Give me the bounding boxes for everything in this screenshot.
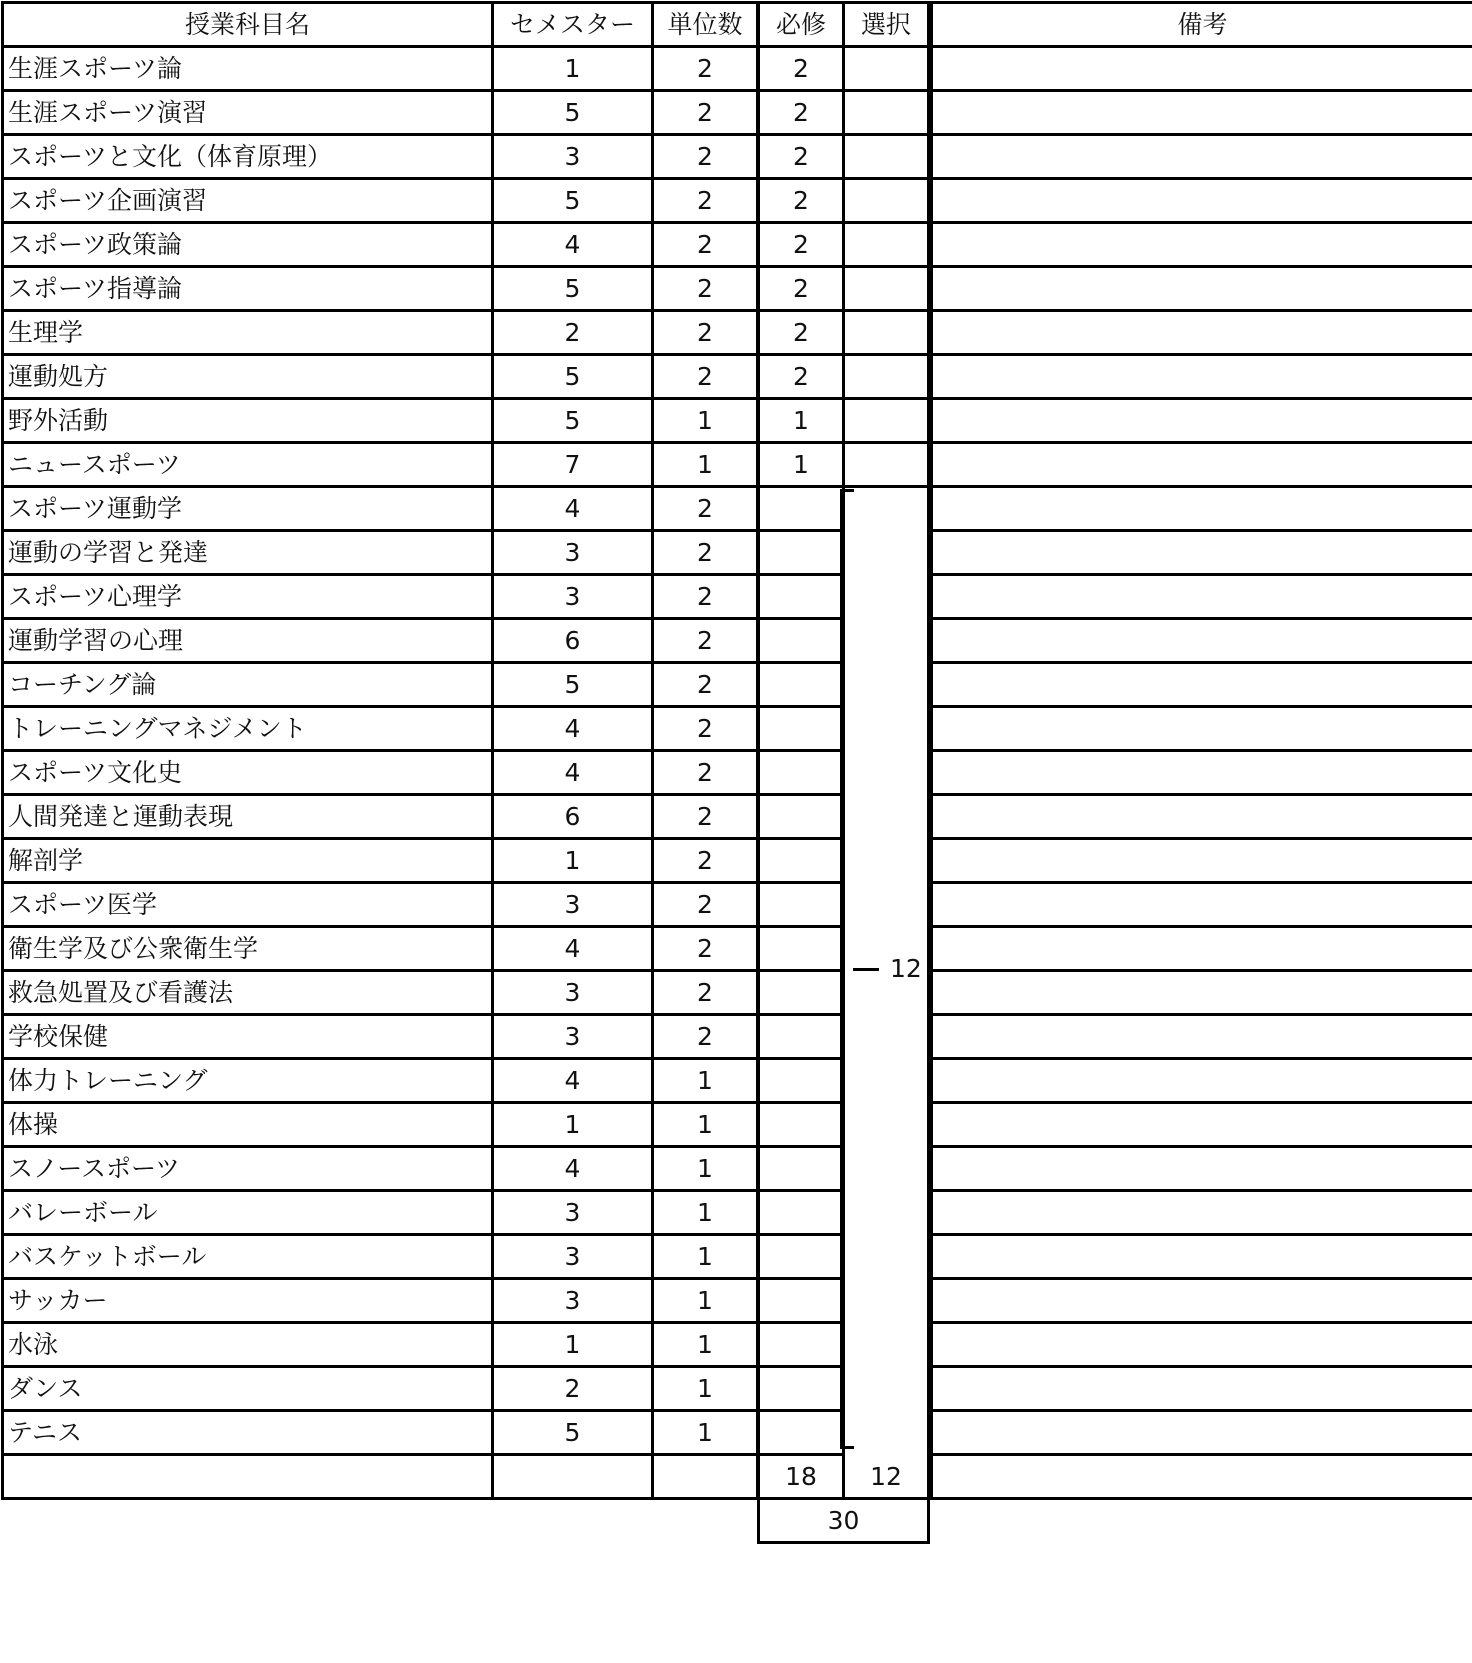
elective-cell bbox=[844, 663, 929, 707]
table-row bbox=[3, 399, 758, 443]
required-value bbox=[759, 1015, 844, 1059]
header-remarks: 備考 bbox=[932, 3, 1472, 47]
remarks-cell bbox=[932, 355, 1472, 399]
table-row bbox=[932, 531, 1472, 575]
course-name: スノースポーツ bbox=[3, 1147, 493, 1191]
semester-value: 4 bbox=[493, 223, 653, 267]
remarks-cell bbox=[932, 531, 1472, 575]
credits-value: 1 bbox=[653, 1191, 758, 1235]
remarks-cell bbox=[932, 443, 1472, 487]
course-name: 生涯スポーツ論 bbox=[3, 47, 493, 91]
credits-value: 2 bbox=[653, 619, 758, 663]
elective-cell bbox=[844, 795, 929, 839]
remarks-cell bbox=[932, 971, 1472, 1015]
semester-value: 6 bbox=[493, 795, 653, 839]
table-row bbox=[932, 135, 1472, 179]
table-row bbox=[932, 1191, 1472, 1235]
grand-total-row bbox=[759, 1499, 929, 1543]
remarks-table bbox=[930, 1, 1472, 1500]
table-row bbox=[759, 47, 929, 91]
course-name: 生涯スポーツ演習 bbox=[3, 91, 493, 135]
required-value bbox=[759, 707, 844, 751]
course-name: バレーボール bbox=[3, 1191, 493, 1235]
remarks-cell bbox=[932, 91, 1472, 135]
semester-value: 2 bbox=[493, 311, 653, 355]
semester-value: 1 bbox=[493, 1103, 653, 1147]
table-row bbox=[932, 223, 1472, 267]
required-value bbox=[759, 927, 844, 971]
semester-value: 4 bbox=[493, 707, 653, 751]
remarks-cell bbox=[932, 1015, 1472, 1059]
course-name: ダンス bbox=[3, 1367, 493, 1411]
table-row bbox=[3, 1235, 758, 1279]
elective-cell bbox=[844, 575, 929, 619]
table-row bbox=[932, 619, 1472, 663]
table-row bbox=[932, 1367, 1472, 1411]
table-row bbox=[759, 223, 929, 267]
table-row bbox=[932, 1235, 1472, 1279]
required-value bbox=[759, 531, 844, 575]
elective-cell bbox=[844, 179, 929, 223]
semester-value: 5 bbox=[493, 91, 653, 135]
required-value bbox=[759, 1279, 844, 1323]
credits-value: 2 bbox=[653, 971, 758, 1015]
elective-cell bbox=[844, 1323, 929, 1367]
required-value: 2 bbox=[759, 179, 844, 223]
table-row bbox=[932, 47, 1472, 91]
totals-row bbox=[759, 1455, 929, 1499]
required-value bbox=[759, 1103, 844, 1147]
elective-cell bbox=[844, 1191, 929, 1235]
table-row bbox=[932, 1147, 1472, 1191]
table-row bbox=[3, 663, 758, 707]
course-name: 救急処置及び看護法 bbox=[3, 971, 493, 1015]
credits-value: 1 bbox=[653, 1411, 758, 1455]
table-row bbox=[3, 839, 758, 883]
table-row bbox=[3, 1323, 758, 1367]
elective-cell bbox=[844, 1103, 929, 1147]
header-row bbox=[759, 3, 929, 47]
credits-value: 2 bbox=[653, 531, 758, 575]
semester-value: 5 bbox=[493, 355, 653, 399]
semester-value: 5 bbox=[493, 267, 653, 311]
table-row bbox=[3, 1103, 758, 1147]
course-name: 人間発達と運動表現 bbox=[3, 795, 493, 839]
table-row bbox=[932, 267, 1472, 311]
credits-value: 1 bbox=[653, 1147, 758, 1191]
remarks-cell bbox=[932, 135, 1472, 179]
table-row bbox=[932, 399, 1472, 443]
table-row bbox=[932, 1279, 1472, 1323]
table-row bbox=[3, 883, 758, 927]
credits-value: 2 bbox=[653, 707, 758, 751]
semester-value: 4 bbox=[493, 927, 653, 971]
credits-value: 2 bbox=[653, 795, 758, 839]
course-name: スポーツと文化（体育原理） bbox=[3, 135, 493, 179]
semester-value: 6 bbox=[493, 619, 653, 663]
required-value bbox=[759, 795, 844, 839]
credits-value: 2 bbox=[653, 267, 758, 311]
required-value: 2 bbox=[759, 47, 844, 91]
required-value bbox=[759, 619, 844, 663]
elective-cell bbox=[844, 1015, 929, 1059]
table-row bbox=[3, 751, 758, 795]
semester-value: 3 bbox=[493, 971, 653, 1015]
table-row bbox=[932, 795, 1472, 839]
remarks-cell bbox=[932, 487, 1472, 531]
table-row bbox=[3, 795, 758, 839]
course-name: テニス bbox=[3, 1411, 493, 1455]
table-row bbox=[932, 575, 1472, 619]
semester-value: 3 bbox=[493, 1191, 653, 1235]
course-name: 運動の学習と発達 bbox=[3, 531, 493, 575]
header-row bbox=[3, 3, 758, 47]
table-row bbox=[3, 707, 758, 751]
course-name: スポーツ企画演習 bbox=[3, 179, 493, 223]
credits-value: 2 bbox=[653, 927, 758, 971]
course-name: 水泳 bbox=[3, 1323, 493, 1367]
required-value bbox=[759, 1191, 844, 1235]
table-row bbox=[932, 839, 1472, 883]
remarks-cell bbox=[932, 707, 1472, 751]
semester-value: 2 bbox=[493, 1367, 653, 1411]
credits-value: 2 bbox=[653, 355, 758, 399]
credits-value: 2 bbox=[653, 135, 758, 179]
elective-cell bbox=[844, 531, 929, 575]
required-value: 1 bbox=[759, 399, 844, 443]
credits-value: 2 bbox=[653, 575, 758, 619]
credits-value: 1 bbox=[653, 1059, 758, 1103]
remarks-cell bbox=[932, 47, 1472, 91]
remarks-cell bbox=[932, 1059, 1472, 1103]
table-row bbox=[932, 487, 1472, 531]
elective-cell bbox=[844, 47, 929, 91]
credits-value: 2 bbox=[653, 179, 758, 223]
course-name: 体操 bbox=[3, 1103, 493, 1147]
elective-cell bbox=[844, 91, 929, 135]
credits-value: 2 bbox=[653, 663, 758, 707]
table-row bbox=[3, 971, 758, 1015]
remarks-cell bbox=[932, 311, 1472, 355]
table-row bbox=[3, 927, 758, 971]
required-value: 1 bbox=[759, 443, 844, 487]
header-elective: 選択 bbox=[844, 3, 929, 47]
remarks-cell bbox=[932, 267, 1472, 311]
elective-cell bbox=[844, 1367, 929, 1411]
remarks-cell bbox=[932, 883, 1472, 927]
course-name: 野外活動 bbox=[3, 399, 493, 443]
table-row bbox=[3, 1015, 758, 1059]
elective-cell bbox=[844, 267, 929, 311]
required-value: 2 bbox=[759, 223, 844, 267]
elective-group-bracket bbox=[840, 489, 854, 1449]
required-value bbox=[759, 487, 844, 531]
table-row bbox=[3, 531, 758, 575]
remarks-cell bbox=[932, 795, 1472, 839]
elective-cell bbox=[844, 311, 929, 355]
table-row bbox=[3, 1411, 758, 1455]
required-value bbox=[759, 1147, 844, 1191]
required-value bbox=[759, 751, 844, 795]
table-row bbox=[932, 1411, 1472, 1455]
credits-value: 1 bbox=[653, 399, 758, 443]
remarks-cell bbox=[932, 663, 1472, 707]
semester-value: 1 bbox=[493, 839, 653, 883]
course-name: 学校保健 bbox=[3, 1015, 493, 1059]
semester-value: 3 bbox=[493, 1015, 653, 1059]
required-value: 2 bbox=[759, 355, 844, 399]
elective-cell bbox=[844, 1059, 929, 1103]
elective-cell bbox=[844, 619, 929, 663]
semester-value: 3 bbox=[493, 883, 653, 927]
semester-value: 5 bbox=[493, 663, 653, 707]
required-value: 2 bbox=[759, 267, 844, 311]
table-row bbox=[932, 927, 1472, 971]
course-name: 運動処方 bbox=[3, 355, 493, 399]
semester-value: 7 bbox=[493, 443, 653, 487]
required-value bbox=[759, 971, 844, 1015]
table-row bbox=[759, 91, 929, 135]
elective-cell bbox=[844, 1411, 929, 1455]
elective-cell bbox=[844, 1235, 929, 1279]
required-value bbox=[759, 1367, 844, 1411]
remarks-cell bbox=[932, 1191, 1472, 1235]
remarks-cell bbox=[932, 751, 1472, 795]
remarks-cell bbox=[932, 1279, 1472, 1323]
course-name: 生理学 bbox=[3, 311, 493, 355]
credits-value: 2 bbox=[653, 839, 758, 883]
table-row bbox=[932, 883, 1472, 927]
elective-cell bbox=[844, 883, 929, 927]
course-name: ニュースポーツ bbox=[3, 443, 493, 487]
elective-cell bbox=[844, 399, 929, 443]
totals-credits-cell bbox=[653, 1455, 758, 1499]
table-row bbox=[932, 311, 1472, 355]
table-row bbox=[932, 179, 1472, 223]
remarks-cell bbox=[932, 179, 1472, 223]
credits-value: 1 bbox=[653, 1367, 758, 1411]
table-row bbox=[3, 1191, 758, 1235]
course-name: 運動学習の心理 bbox=[3, 619, 493, 663]
required-value bbox=[759, 575, 844, 619]
table-row bbox=[759, 311, 929, 355]
remarks-cell bbox=[932, 575, 1472, 619]
table-row bbox=[932, 707, 1472, 751]
remarks-cell bbox=[932, 1367, 1472, 1411]
course-name: バスケットボール bbox=[3, 1235, 493, 1279]
semester-value: 4 bbox=[493, 751, 653, 795]
table-row bbox=[932, 443, 1472, 487]
remarks-cell bbox=[932, 1235, 1472, 1279]
totals-semester-cell bbox=[493, 1455, 653, 1499]
semester-value: 4 bbox=[493, 1059, 653, 1103]
table-row bbox=[759, 355, 929, 399]
totals-remarks-cell bbox=[932, 1455, 1472, 1499]
remarks-cell bbox=[932, 927, 1472, 971]
elective-cell bbox=[844, 223, 929, 267]
semester-value: 5 bbox=[493, 399, 653, 443]
course-name: トレーニングマネジメント bbox=[3, 707, 493, 751]
course-name: サッカー bbox=[3, 1279, 493, 1323]
semester-value: 3 bbox=[493, 1235, 653, 1279]
header-required: 必修 bbox=[759, 3, 844, 47]
table-row bbox=[3, 91, 758, 135]
table-row bbox=[759, 267, 929, 311]
elective-cell bbox=[844, 443, 929, 487]
table-row bbox=[932, 1323, 1472, 1367]
semester-value: 4 bbox=[493, 487, 653, 531]
table-row bbox=[3, 487, 758, 531]
remarks-cell bbox=[932, 1323, 1472, 1367]
table-row bbox=[3, 1147, 758, 1191]
course-table bbox=[1, 1, 759, 1500]
course-name: 解剖学 bbox=[3, 839, 493, 883]
semester-value: 3 bbox=[493, 531, 653, 575]
table-row bbox=[932, 355, 1472, 399]
course-name: 衛生学及び公衆衛生学 bbox=[3, 927, 493, 971]
required-value bbox=[759, 1411, 844, 1455]
table-row bbox=[3, 179, 758, 223]
header-credits: 単位数 bbox=[653, 3, 758, 47]
course-name: スポーツ指導論 bbox=[3, 267, 493, 311]
credits-value: 2 bbox=[653, 1015, 758, 1059]
table-row bbox=[932, 751, 1472, 795]
required-value bbox=[759, 1059, 844, 1103]
course-name: コーチング論 bbox=[3, 663, 493, 707]
elective-group-total: 12 bbox=[890, 953, 922, 983]
elective-cell bbox=[844, 839, 929, 883]
semester-value: 3 bbox=[493, 1279, 653, 1323]
table-row bbox=[932, 1103, 1472, 1147]
elective-group-bracket-tick bbox=[853, 968, 879, 971]
credits-value: 2 bbox=[653, 883, 758, 927]
table-row bbox=[3, 267, 758, 311]
required-value: 2 bbox=[759, 311, 844, 355]
credits-value: 2 bbox=[653, 487, 758, 531]
remarks-cell bbox=[932, 839, 1472, 883]
credits-value: 1 bbox=[653, 443, 758, 487]
semester-value: 5 bbox=[493, 179, 653, 223]
elective-cell bbox=[844, 1279, 929, 1323]
required-value: 2 bbox=[759, 91, 844, 135]
course-name: スポーツ政策論 bbox=[3, 223, 493, 267]
table-row bbox=[3, 47, 758, 91]
totals-name-cell bbox=[3, 1455, 493, 1499]
elective-total: 12 bbox=[844, 1455, 929, 1499]
table-row bbox=[759, 179, 929, 223]
table-row bbox=[3, 575, 758, 619]
grand-total: 30 bbox=[759, 1499, 929, 1543]
table-row bbox=[932, 971, 1472, 1015]
table-row bbox=[759, 443, 929, 487]
course-name: スポーツ文化史 bbox=[3, 751, 493, 795]
header-course-name: 授業科目名 bbox=[3, 3, 493, 47]
required-value bbox=[759, 663, 844, 707]
table-row bbox=[932, 663, 1472, 707]
credits-value: 1 bbox=[653, 1235, 758, 1279]
remarks-cell bbox=[932, 1411, 1472, 1455]
table-row bbox=[932, 91, 1472, 135]
course-name: スポーツ医学 bbox=[3, 883, 493, 927]
table-row bbox=[3, 311, 758, 355]
table-row bbox=[3, 223, 758, 267]
credits-value: 2 bbox=[653, 311, 758, 355]
table-row bbox=[759, 135, 929, 179]
remarks-cell bbox=[932, 399, 1472, 443]
table-row bbox=[3, 1059, 758, 1103]
elective-cell bbox=[844, 1147, 929, 1191]
elective-cell bbox=[844, 135, 929, 179]
semester-value: 5 bbox=[493, 1411, 653, 1455]
remarks-cell bbox=[932, 1147, 1472, 1191]
required-total: 18 bbox=[759, 1455, 844, 1499]
required-value bbox=[759, 839, 844, 883]
required-value bbox=[759, 1235, 844, 1279]
elective-cell bbox=[844, 487, 929, 531]
header-row bbox=[932, 3, 1472, 47]
semester-value: 1 bbox=[493, 1323, 653, 1367]
table-row bbox=[932, 1059, 1472, 1103]
course-name: 体力トレーニング bbox=[3, 1059, 493, 1103]
remarks-cell bbox=[932, 223, 1472, 267]
semester-value: 3 bbox=[493, 575, 653, 619]
elective-cell bbox=[844, 355, 929, 399]
elective-cell bbox=[844, 751, 929, 795]
header-semester: セメスター bbox=[493, 3, 653, 47]
semester-value: 4 bbox=[493, 1147, 653, 1191]
course-name: スポーツ運動学 bbox=[3, 487, 493, 531]
table-row bbox=[3, 355, 758, 399]
credits-value: 1 bbox=[653, 1323, 758, 1367]
credits-value: 1 bbox=[653, 1279, 758, 1323]
table-row bbox=[3, 1279, 758, 1323]
credits-value: 2 bbox=[653, 91, 758, 135]
course-name: スポーツ心理学 bbox=[3, 575, 493, 619]
required-value bbox=[759, 1323, 844, 1367]
credits-value: 1 bbox=[653, 1103, 758, 1147]
credits-value: 2 bbox=[653, 223, 758, 267]
table-row bbox=[3, 619, 758, 663]
table-row bbox=[3, 1367, 758, 1411]
credits-value: 2 bbox=[653, 47, 758, 91]
required-value bbox=[759, 883, 844, 927]
table-row bbox=[759, 399, 929, 443]
table-row bbox=[3, 135, 758, 179]
elective-cell bbox=[844, 707, 929, 751]
semester-value: 3 bbox=[493, 135, 653, 179]
remarks-cell bbox=[932, 1103, 1472, 1147]
table-row bbox=[3, 443, 758, 487]
semester-value: 1 bbox=[493, 47, 653, 91]
credits-value: 2 bbox=[653, 751, 758, 795]
remarks-cell bbox=[932, 619, 1472, 663]
required-value: 2 bbox=[759, 135, 844, 179]
table-row bbox=[932, 1015, 1472, 1059]
